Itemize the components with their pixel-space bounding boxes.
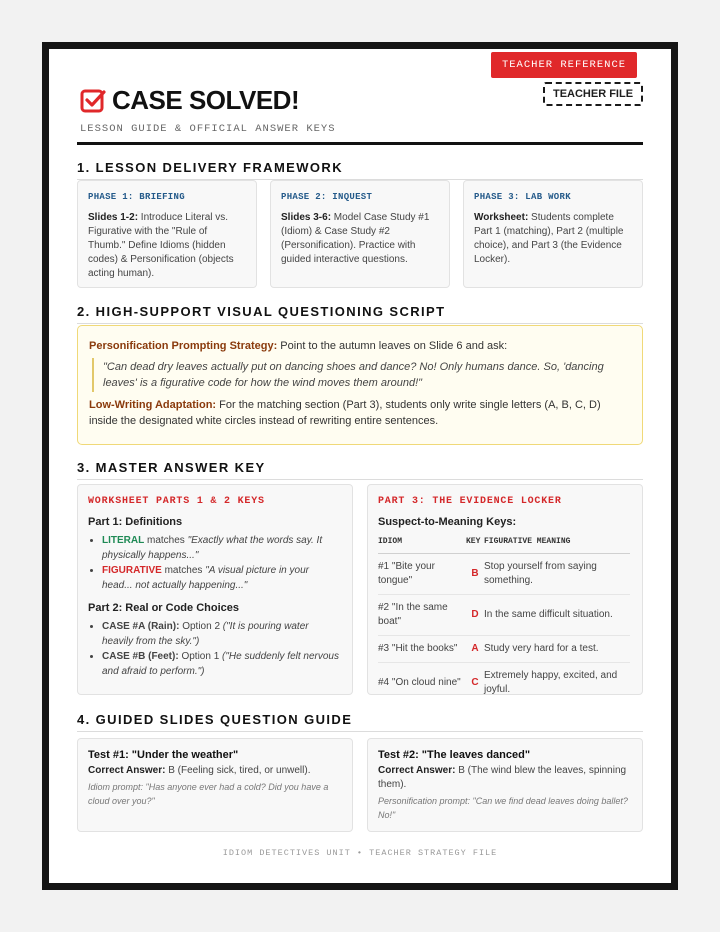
choices-list	[102, 619, 342, 679]
definition-quote: "Exactly what the words say. It physically happens..."	[102, 535, 323, 561]
match-text: matches	[144, 535, 188, 546]
list-item	[102, 619, 342, 649]
column-header: FIGURATIVE MEANING	[484, 533, 630, 554]
definition-quote: "A visual picture in your head... not actually happening..."	[102, 565, 309, 591]
evidence-locker-subheading: Suspect-to-Meaning Keys:	[378, 516, 517, 528]
column-header: KEY	[466, 533, 484, 554]
idiom-cell: #3 "Hit the books"	[378, 636, 466, 663]
phase-lead: Slides 1-2:	[88, 212, 139, 223]
evidence-table	[378, 533, 630, 703]
case-quote: ("He suddenly felt nervous and afraid to perform.")	[102, 651, 339, 677]
literal-term: LITERAL	[102, 535, 145, 546]
phase-label: PHASE 3: LAB WORK	[474, 192, 571, 202]
test-answer	[378, 764, 632, 792]
title-rule	[77, 142, 643, 145]
document-page	[49, 49, 671, 883]
answer-text: B (Feeling sick, tired, or unwell).	[165, 765, 311, 776]
list-item	[102, 649, 342, 679]
part1-heading: Part 1: Definitions	[88, 516, 183, 528]
teacher-file-tag: TEACHER FILE	[543, 82, 643, 106]
adaptation-line	[89, 397, 631, 429]
evidence-locker-heading: PART 3: THE EVIDENCE LOCKER	[378, 496, 562, 507]
meaning-cell: Study very hard for a test.	[484, 636, 630, 663]
test-title: Test #1: "Under the weather"	[88, 749, 239, 761]
key-cell: C	[471, 677, 479, 688]
idiom-cell: #1 "Bite your tongue"	[378, 554, 466, 595]
case-quote: ("It is pouring water heavily from the sky.")	[102, 621, 309, 647]
key-cell: B	[466, 554, 484, 595]
test-title: Test #2: "The leaves danced"	[378, 749, 531, 761]
meaning-cell: In the same difficult situation.	[484, 595, 630, 636]
checkbox-icon	[80, 88, 106, 114]
column-header: IDIOM	[378, 533, 466, 554]
script-quote: "Can dead dry leaves actually put on dancing shoes and dance? No! Only humans dance. So, 'dancing leaves' is a figurative code for how the wind moves them around!"	[92, 358, 631, 392]
teacher-reference-ribbon: TEACHER REFERENCE	[491, 52, 637, 78]
test-card	[77, 738, 353, 832]
strategy-line	[89, 338, 631, 354]
case-option: Option 2	[179, 621, 223, 632]
list-item	[102, 533, 342, 563]
test-answer	[88, 764, 342, 778]
worksheet-keys-heading: WORKSHEET PARTS 1 & 2 KEYS	[88, 496, 265, 507]
part2-heading: Part 2: Real or Code Choices	[88, 602, 239, 614]
phase-text: Introduce Literal vs. Figurative with the "Rule of Thumb." Define Idioms (hidden codes) & Personification (objects acting human).	[88, 212, 234, 279]
section-heading-framework: 1. LESSON DELIVERY FRAMEWORK	[77, 160, 643, 180]
strategy-label: Personification Prompting Strategy:	[89, 340, 278, 352]
phase-body	[88, 211, 246, 281]
table-row	[378, 554, 630, 595]
key-cell: D	[466, 595, 484, 636]
page-footer: IDIOM DETECTIVES UNIT • TEACHER STRATEGY FILE	[222, 848, 498, 858]
adaptation-label: Low-Writing Adaptation:	[89, 399, 217, 411]
test-card	[367, 738, 643, 832]
answer-label: Correct Answer:	[88, 765, 166, 776]
adaptation-text: For the matching section (Part 3), students only write single letters (A, B, C, D) inside the designated white circles instead of rewriting entire sentences.	[89, 399, 601, 427]
strategy-text: Point to the autumn leaves on Slide 6 and ask:	[277, 340, 508, 352]
idiom-cell: #4 "On cloud nine"	[378, 677, 461, 688]
match-text: matches	[161, 565, 206, 576]
page-title: CASE SOLVED!	[112, 85, 300, 115]
answer-label: Correct Answer:	[378, 765, 456, 776]
phase-label: PHASE 2: INQUEST	[281, 192, 373, 202]
phase-lead: Slides 3-6:	[281, 212, 332, 223]
phase-lead: Worksheet:	[474, 212, 529, 223]
section-heading-questioning: 2. HIGH-SUPPORT VISUAL QUESTIONING SCRIPT	[77, 304, 643, 324]
page-subtitle: LESSON GUIDE & OFFICIAL ANSWER KEYS	[80, 123, 336, 135]
meaning-cell: Extremely happy, excited, and joyful.	[484, 670, 618, 695]
table-row	[378, 595, 630, 636]
figurative-term: FIGURATIVE	[102, 565, 162, 576]
section-heading-slides-guide: 4. GUIDED SLIDES QUESTION GUIDE	[77, 712, 643, 732]
case-label: CASE #A (Rain):	[102, 621, 180, 632]
table-row	[378, 663, 630, 704]
list-item	[102, 563, 342, 593]
evidence-locker-card	[367, 484, 643, 695]
phase-card	[463, 180, 643, 288]
idiom-cell: #2 "In the same boat"	[378, 595, 466, 636]
test-prompt: Idiom prompt: "Has anyone ever had a cold? Did you have a cloud over you?"	[88, 782, 329, 806]
page-frame	[42, 42, 678, 890]
case-label: CASE #B (Feet):	[102, 651, 179, 662]
meaning-cell: Stop yourself from saying something.	[484, 554, 630, 595]
phase-text: Students complete Part 1 (matching), Part 2 (multiple choice), and Part 3 (the Evidence Locker).	[474, 212, 624, 265]
definitions-list	[102, 533, 342, 593]
phase-card	[77, 180, 257, 288]
phase-card	[270, 180, 450, 288]
answer-text: B (The wind blew the leaves, spinning them).	[378, 765, 627, 790]
worksheet-keys-card	[77, 484, 353, 695]
phase-body	[281, 211, 439, 267]
phase-label: PHASE 1: BRIEFING	[88, 192, 185, 202]
key-cell: A	[466, 636, 484, 663]
phase-body	[474, 211, 632, 267]
table-row	[378, 636, 630, 663]
phase-text: Model Case Study #1 (Idiom) & Case Study #2 (Personification). Practice with guided interactive questions.	[281, 212, 430, 265]
title-row	[80, 85, 299, 116]
table-header-row	[378, 533, 630, 554]
case-option: Option 1	[178, 651, 223, 662]
test-prompt: Personification prompt: "Can we find dead leaves doing ballet? No!"	[378, 796, 628, 820]
section-heading-answer-key: 3. MASTER ANSWER KEY	[77, 460, 643, 480]
questioning-script-box	[77, 325, 643, 445]
